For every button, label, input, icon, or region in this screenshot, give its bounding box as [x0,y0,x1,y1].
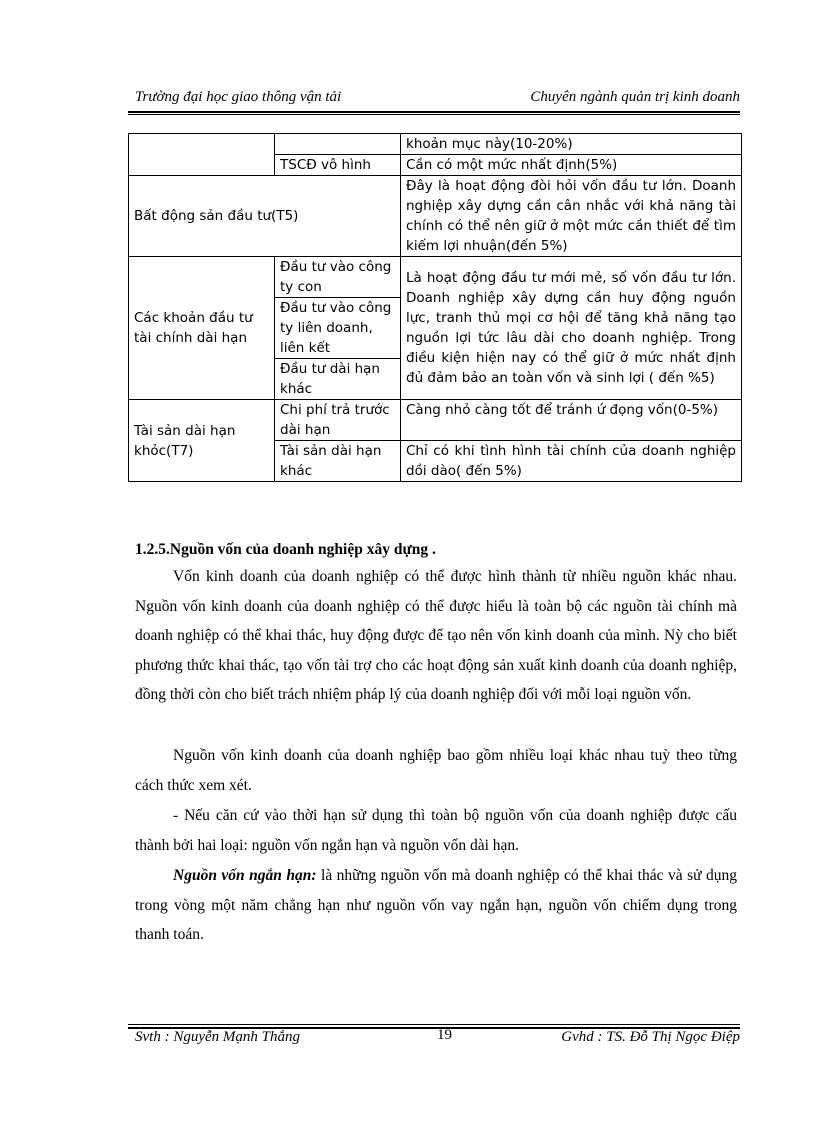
asset-table [128,133,742,482]
section-heading: 1.2.5.Nguồn vốn của doanh nghiệp xây dựng . [135,541,436,558]
table-cell-empty [275,134,401,155]
header-major: Chuyên ngành quản trị kinh doanh [530,89,740,105]
footer-advisor: Gvhd : TS. Đỗ Thị Ngọc Điệp [561,1029,740,1045]
paragraph-4 [135,861,737,950]
table-cell-carry: khoản mục này(10-20%) [401,134,742,155]
table-row [129,176,742,257]
paragraph-2: Nguồn vốn kinh doanh của doanh nghiệp bao gồm nhiều loại khác nhau tuỳ theo từng cách thức xem xét. [135,747,737,794]
table-cell-label: Bất động sản đầu tư(T5) [129,176,401,257]
footer-student: Svth : Nguyễn Mạnh Thắng [135,1029,300,1045]
header-school: Trường đại học giao thông vận tải [135,89,342,105]
table-cell-sub: TSCĐ vô hình [275,155,401,176]
table-cell-sub: Chi phí trả trước dài hạn [275,400,401,441]
header-rule-thin [128,114,740,115]
table-cell-desc: Chỉ có khi tình hình tài chính của doanh nghiệp dồi dào( đến 5%) [401,441,742,482]
term-short-term-capital: Nguồn vốn ngắn hạn: [173,867,317,884]
table-row [129,400,742,441]
table-cell-desc: Càng nhỏ càng tốt để tránh ứ đọng vốn(0-5%) [401,400,742,441]
table-cell-desc: Cần có một mức nhất định(5%) [401,155,742,176]
table-cell-desc: Đây là hoạt động đòi hỏi vốn đầu tư lớn. Doanh nghiệp xây dựng cần cân nhắc với khả năng tài chính có thể nên giữ ở một mức cần thiết để tìm kiếm lợi nhuận(đến 5%) [401,176,742,257]
table-row [129,134,742,155]
paragraph-4-text: là những nguồn vốn mà doanh nghiệp có thể khai thác và sử dụng trong vòng một năm chẳng hạn như nguồn vốn vay ngắn hạn, nguồn vốn chiếm dụng trong thanh toán. [135,867,738,943]
table-cell-sub: Đầu tư vào công ty liên doanh, liên kết [275,298,401,359]
table-cell-empty [129,134,275,176]
table-cell-sub: Tài sản dài hạn khác [275,441,401,482]
table-cell-sub: Đầu tư dài hạn khác [275,359,401,400]
table-cell-label: Tài sản dài hạn khỏc(T7) [129,400,275,482]
header-rule [128,111,740,113]
table-cell-label: Các khoản đầu tư tài chính dài hạn [129,257,275,400]
table-row [129,257,742,298]
page-number: 19 [437,1027,452,1043]
table-cell-sub: Đầu tư vào công ty con [275,257,401,298]
table-cell-desc: Là hoạt động đầu tư mới mẻ, số vốn đầu tư lớn. Doanh nghiệp xây dựng cần huy động nguồn lực, tranh thủ mọi cơ hội để tăng khả năng tạo nguồn lợi tức lâu dài cho doanh nghiệp. Trong điều kiện hiện nay có thể giữ ở mức nhất định đủ đảm bảo an toàn vốn và sinh lợi ( đến %5) [401,257,742,400]
footer-rule-thin [128,1024,740,1025]
paragraph-1: Vốn kinh doanh của doanh nghiệp có thể được hình thành từ nhiều nguồn khác nhau. Nguồn vốn kinh doanh của doanh nghiệp có thể được hiểu là toàn bộ các nguồn tài chính mà doanh nghiệp có thể khai thác, huy động được để tạo nên vốn kinh doanh của mình. Nỳ cho biết phương thức khai thác, tạo vốn tài trợ cho các hoạt động sản xuất kinh doanh của doanh nghiệp, đồng thời còn cho biết trách nhiệm pháp lý của doanh nghiệp đối với mỗi loại nguồn vốn. [135,568,737,703]
paragraph-3: - Nếu căn cứ vào thời hạn sử dụng thì toàn bộ nguồn vốn của doanh nghiệp được cấu thành bởi hai loại: nguồn vốn ngắn hạn và nguồn vốn dài hạn. [135,807,737,854]
